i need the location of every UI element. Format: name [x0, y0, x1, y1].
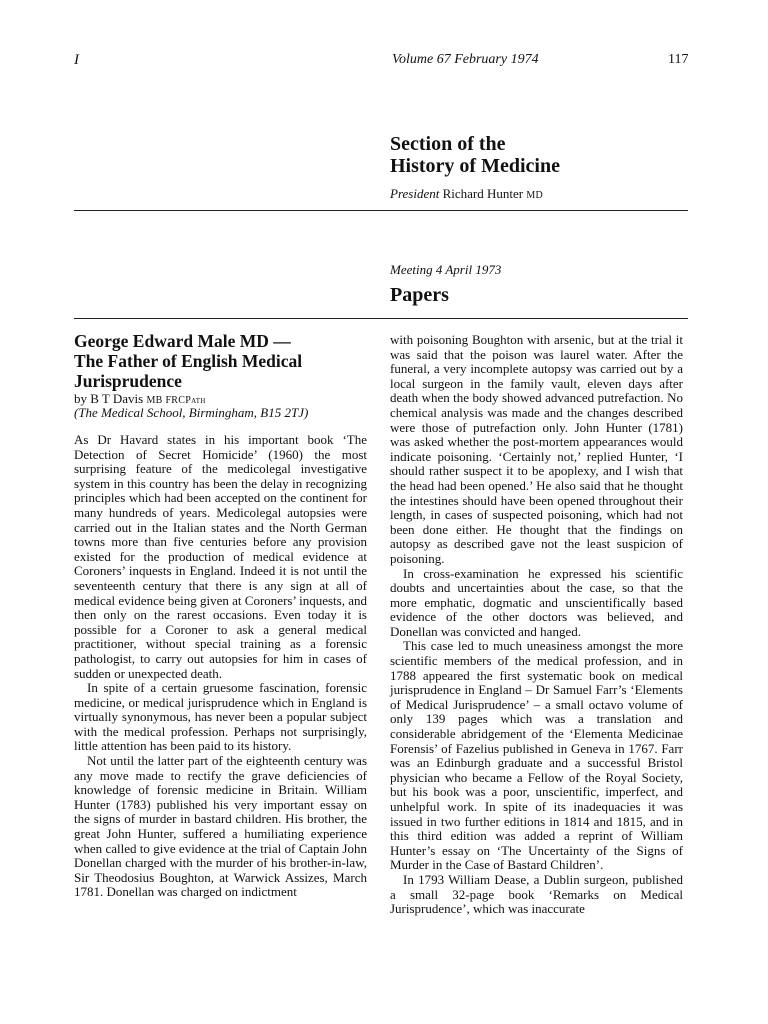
- paragraph: Not until the latter part of the eighteenth century was any move made to rectify the grave deficiencies of knowledge of forensic medicine in Britain. William Hunter (1783) published his very important essay on the signs of murder in bastard children. His brother, the great John Hunter, suffered a humiliating experience when called to give evidence at the trial of Captain John Donellan charged with the murder of his brother-in-law, Sir Theodosius Boughton, at Warwick Assizes, March 1781. Donellan was charged on indictment: [74, 753, 367, 900]
- paragraph: This case led to much uneasiness amongst the more scientific members of the medical profession, and in 1788 appeared the first systematic book on medical jurisprudence in England – Dr Samuel Farr’s ‘Elements of Medical Jurisprudence’ – a small octavo volume of only 139 pages which was a translation and considerable abridgement of the ‘Elementa Medicinae Forensis’ of Fazelius published in Geneva in 1767. Farr was an Edinburgh graduate and a successful Bristol physician who became a Fellow of the Royal Society, but his book was a poor, unscientific, imperfect, and unhelpful work. In spite of its inadequacies it was issued in two further editions in 1814 and 1815, and in this third edition was added a reprint of William Hunter’s essay on ‘The Uncertainty of the Signs of Murder in the Case of Bastard Children’.: [390, 638, 683, 873]
- paragraph: In 1793 William Dease, a Dublin surgeon, published a small 32-page book ‘Remarks on Medical Jurisprudence’, which was inaccurate: [390, 871, 683, 917]
- page-number: 117: [668, 52, 689, 67]
- meeting-date: Meeting 4 April 1973: [390, 262, 502, 277]
- body-column-left: [74, 433, 367, 900]
- article-title-line1: George Edward Male MD —: [74, 331, 291, 351]
- section-title: [390, 133, 690, 177]
- byline-author: by B T Davis: [74, 391, 144, 406]
- paragraph: As Dr Havard states in his important book ‘The Detection of Secret Homicide’ (1960) the most surprising feature of the medicolegal investigative system in this country has been the delay in recognizing principles which had been accepted on the continent for many hundreds of years. Medicolegal autopsies were carried out in the Italian states and the North German towns more than five centuries before any provision existed for the production of medical evidence at Coroners’ inquests in England. Indeed it is not until the seventeenth century that there is any sign at all of medical evidence being given at Coroners’ inquests, and then only on the rarest occasions. Even today it is possible for a Coroner to ask a general medical practitioner, without special training as a forensic pathologist, to carry out autopsies for him in cases of sudden or unexpected death.: [74, 432, 367, 681]
- journal-volume: Volume 67 February 1974: [392, 52, 539, 67]
- section-president: [390, 186, 543, 202]
- article-title: [74, 331, 374, 391]
- article-affiliation: (The Medical School, Birmingham, B15 2TJ): [74, 405, 309, 420]
- top-divider: [74, 210, 688, 211]
- section-title-line1: Section of the: [390, 133, 506, 155]
- president-degree: MD: [526, 190, 544, 201]
- page-mark: I: [74, 52, 79, 68]
- president-label: President: [390, 186, 440, 201]
- section-title-line2: History of Medicine: [390, 155, 560, 177]
- paragraph: In spite of a certain gruesome fascination, forensic medicine, or medical jurisprudence which in England is virtually synonymous, has never been a popular subject with the medical profession. Perhaps not surprisingly, little attention has been paid to its history.: [74, 680, 367, 754]
- article-title-line3: Jurisprudence: [74, 371, 182, 391]
- article-title-line2: The Father of English Medical: [74, 351, 303, 371]
- paragraph: with poisoning Boughton with arsenic, but at the trial it was said that the poison was laurel water. After the funeral, a very incomplete autopsy was carried out by a local surgeon in the family vault, eleven days after death when the body showed advanced putrefaction. No chemical analysis was made and the changes described were those of putrefaction only. John Hunter (1781) was asked whether the post-mortem appearances would indicate poisoning. ‘Certainly not,’ replied Hunter, ‘I should rather suspect it to be apoplexy, and I wish that the head had been opened.’ He also said that he thought the intestines should have been opened throughout their length, in cases of suspected poisoning, which had not been done either. He thought that the findings on autopsy as described gave not the least suspicion of poisoning.: [390, 332, 683, 566]
- body-column-right: [390, 333, 683, 917]
- papers-heading: Papers: [390, 284, 449, 306]
- paragraph: In cross-examination he expressed his scientific doubts and uncertainties about the case, so that the more emphatic, dogmatic and unscientifically based evidence of the other doctors was believed, and Donellan was convicted and hanged.: [390, 565, 683, 639]
- president-name: Richard Hunter: [442, 186, 524, 201]
- byline-degrees: MB FRCPath: [146, 395, 206, 406]
- papers-divider: [74, 318, 688, 319]
